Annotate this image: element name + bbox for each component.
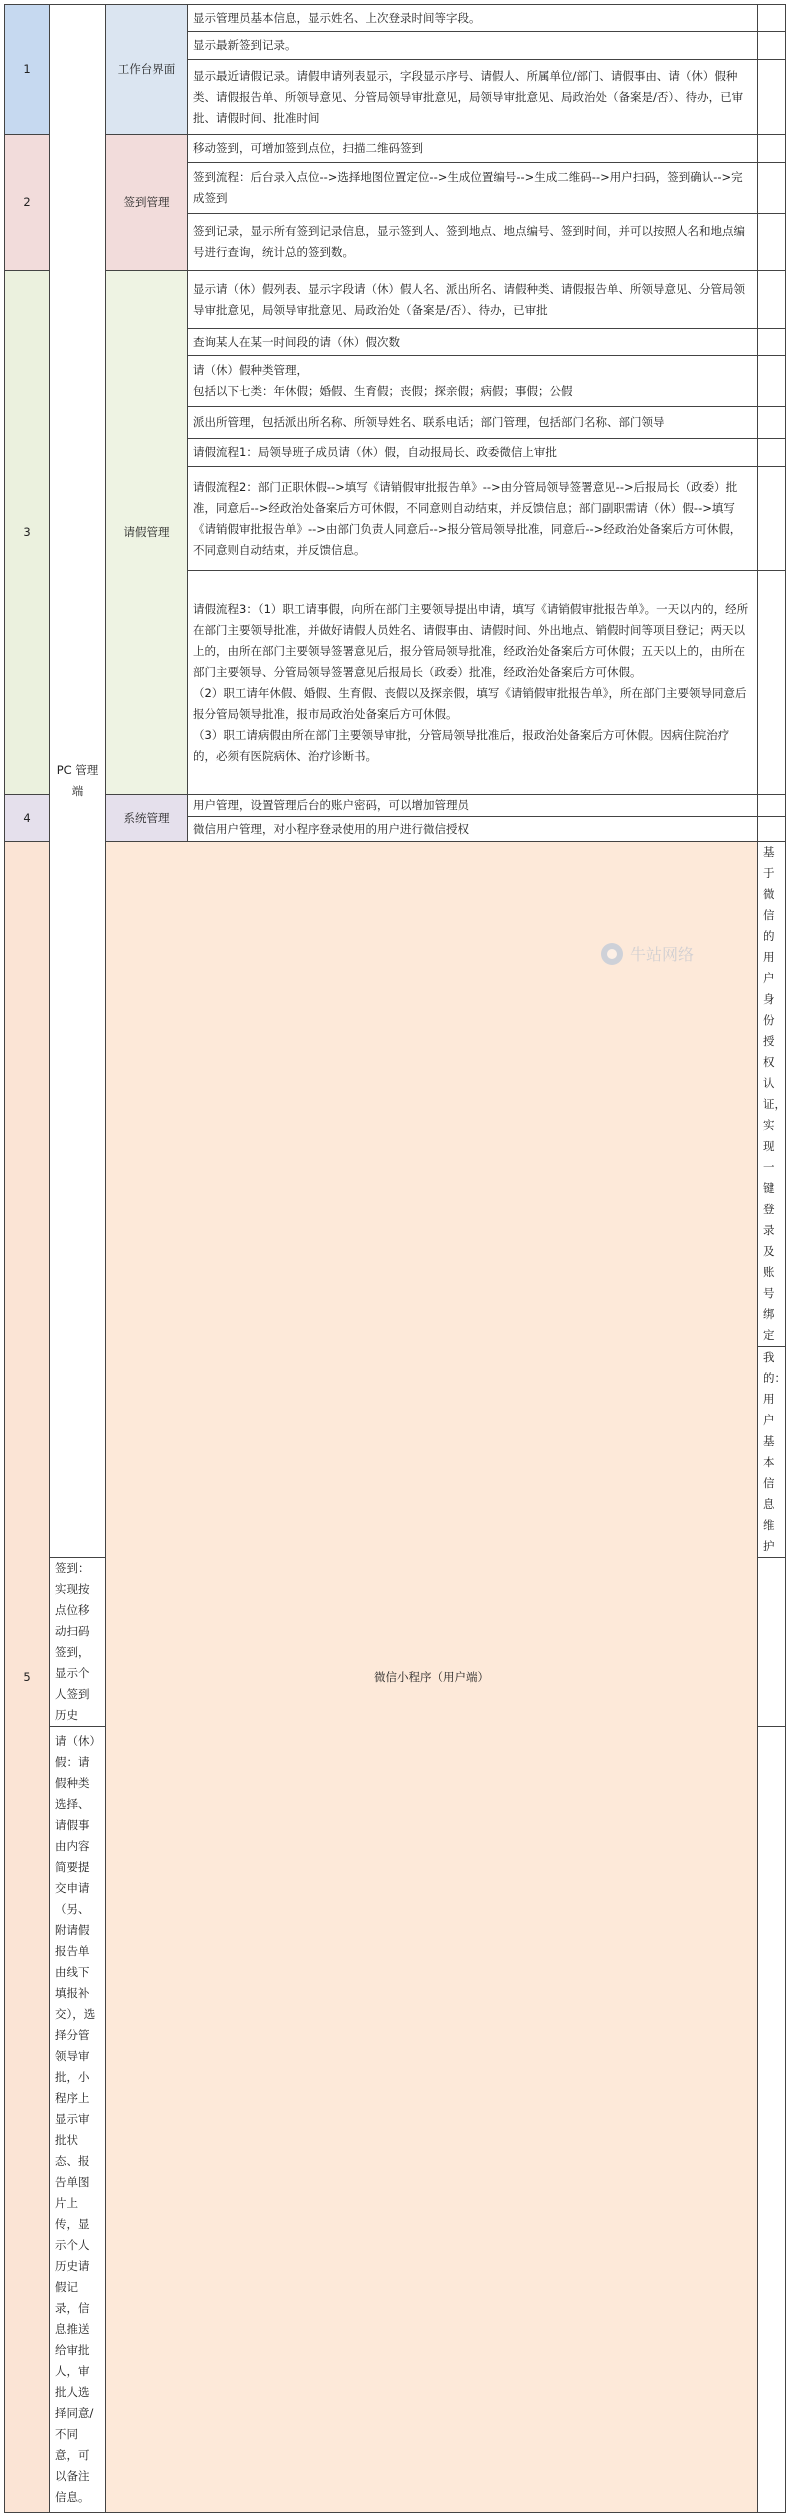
module-checkin: 签到管理	[106, 135, 188, 271]
desc-3-5: 请假流程1：局领导班子成员请（休）假，自动报局长、政委微信上审批	[188, 439, 758, 467]
row-number-1: 1	[5, 5, 50, 135]
empty-cell	[758, 5, 786, 32]
empty-cell	[758, 60, 786, 135]
module-leave: 请假管理	[106, 271, 188, 795]
empty-cell	[758, 795, 786, 817]
row-number-2: 2	[5, 135, 50, 271]
module-system: 系统管理	[106, 795, 188, 842]
empty-cell	[758, 32, 786, 60]
desc-2-3: 签到记录，显示所有签到记录信息，显示签到人、签到地点、地点编号、签到时间，并可以按照人名和地点编号进行查询，统计总的签到数。	[188, 214, 758, 271]
desc-5-1: 基于微信的用户身份授权认证，实现一键登录及账号绑定	[758, 842, 786, 1347]
requirements-table	[4, 4, 786, 2513]
desc-2-2: 签到流程：后台录入点位-->选择地图位置定位-->生成位置编号-->生成二维码-->用户扫码，签到确认-->完成签到	[188, 163, 758, 214]
row-number-3: 3	[5, 271, 50, 795]
module-workbench: 工作台界面	[106, 5, 188, 135]
row-number-5: 5	[5, 842, 50, 2513]
desc-4-1: 用户管理，设置管理后台的账户密码，可以增加管理员	[188, 795, 758, 817]
desc-3-6: 请假流程2：部门正职休假-->填写《请销假审批报告单》-->由分管局领导签署意见-->后报局长（政委）批准，同意后-->经政治处备案后方可休假，不同意则自动结束，并反馈信息；部门副职需请（休）假-->填写《请销假审批报告单》-->由部门负责人同意后-->报分管局领导批准，同意后-->经政治处备案后方可休假，不同意则自动结束，并反馈信息。	[188, 467, 758, 571]
desc-4-2: 微信用户管理，对小程序登录使用的用户进行微信授权	[188, 817, 758, 842]
empty-cell	[758, 163, 786, 214]
desc-2-1: 移动签到，可增加签到点位，扫描二维码签到	[188, 135, 758, 163]
empty-cell	[758, 271, 786, 329]
desc-3-2: 查询某人在某一时间段的请（休）假次数	[188, 329, 758, 356]
empty-cell	[758, 817, 786, 842]
desc-5-3: 签到：实现按点位移动扫码签到，显示个人签到历史	[50, 1558, 106, 1727]
empty-cell	[758, 329, 786, 356]
wechat-side-label: 微信小程序（用户端）	[106, 842, 758, 2513]
row-number-4: 4	[5, 795, 50, 842]
empty-cell	[758, 214, 786, 271]
empty-cell	[758, 467, 786, 571]
desc-3-3: 请（休）假种类管理， 包括以下七类：年休假；婚假、生育假；丧假；探亲假；病假；事假；公假	[188, 356, 758, 407]
desc-5-4: 请（休）假：请假种类选择、请假事由内容简要提交申请（另、附请假报告单由线下填报补交），选择分管领导审批，小程序上显示审批状态、报告单图片上传，显示个人历史请假记录，信息推送给审批人，审批人选择同意/不同意，可以备注信息。	[50, 1727, 106, 2513]
desc-3-1: 显示请（休）假列表、显示字段请（休）假人名、派出所名、请假种类、请假报告单、所领导意见、分管局领导审批意见，局领导审批意见、局政治处（备案是/否）、待办，已审批	[188, 271, 758, 329]
desc-3-7: 请假流程3：（1）职工请事假，向所在部门主要领导提出申请，填写《请销假审批报告单》。一天以内的，经所在部门主要领导批准，并做好请假人员姓名、请假事由、请假时间、外出地点、销假时间等项目登记；两天以上的，由所在部门主要领导签署意见后，报分管局领导批准，经政治处备案后方可休假；五天以上的，由所在部门主要领导、分管局领导签署意见后报局长（政委）批准，经政治处备案后方可休假。 （2）职工请年休假、婚假、生育假、丧假以及探亲假，填写《请销假审批报告单》，所在部门主要领导同意后报分管局领导批准，报市局政治处备案后方可休假。 （3）职工请病假由所在部门主要领导审批，分管局领导批准后，报政治处备案后方可休假。因病住院治疗的，必须有医院病休、治疗诊断书。	[188, 571, 758, 795]
empty-cell	[758, 135, 786, 163]
empty-cell	[758, 1727, 786, 2513]
desc-1-3: 显示最近请假记录。请假申请列表显示，字段显示序号、请假人、所属单位/部门、请假事由、请（休）假种类、请假报告单、所领导意见、分管局领导审批意见，局领导审批意见、局政治处（备案是/否）、待办，已审批、请假时间、批准时间	[188, 60, 758, 135]
empty-cell	[758, 356, 786, 407]
empty-cell	[758, 407, 786, 439]
desc-3-4: 派出所管理，包括派出所名称、所领导姓名、联系电话；部门管理，包括部门名称、部门领导	[188, 407, 758, 439]
desc-1-2: 显示最新签到记录。	[188, 32, 758, 60]
empty-cell	[758, 439, 786, 467]
empty-cell	[758, 571, 786, 795]
watermark-text: 牛站网络	[630, 945, 695, 964]
pc-side-label: PC 管理端	[50, 5, 106, 1558]
desc-1-1: 显示管理员基本信息，显示姓名、上次登录时间等字段。	[188, 5, 758, 32]
desc-5-2: 我的：用户基本信息维护	[758, 1347, 786, 1558]
empty-cell	[758, 1558, 786, 1727]
